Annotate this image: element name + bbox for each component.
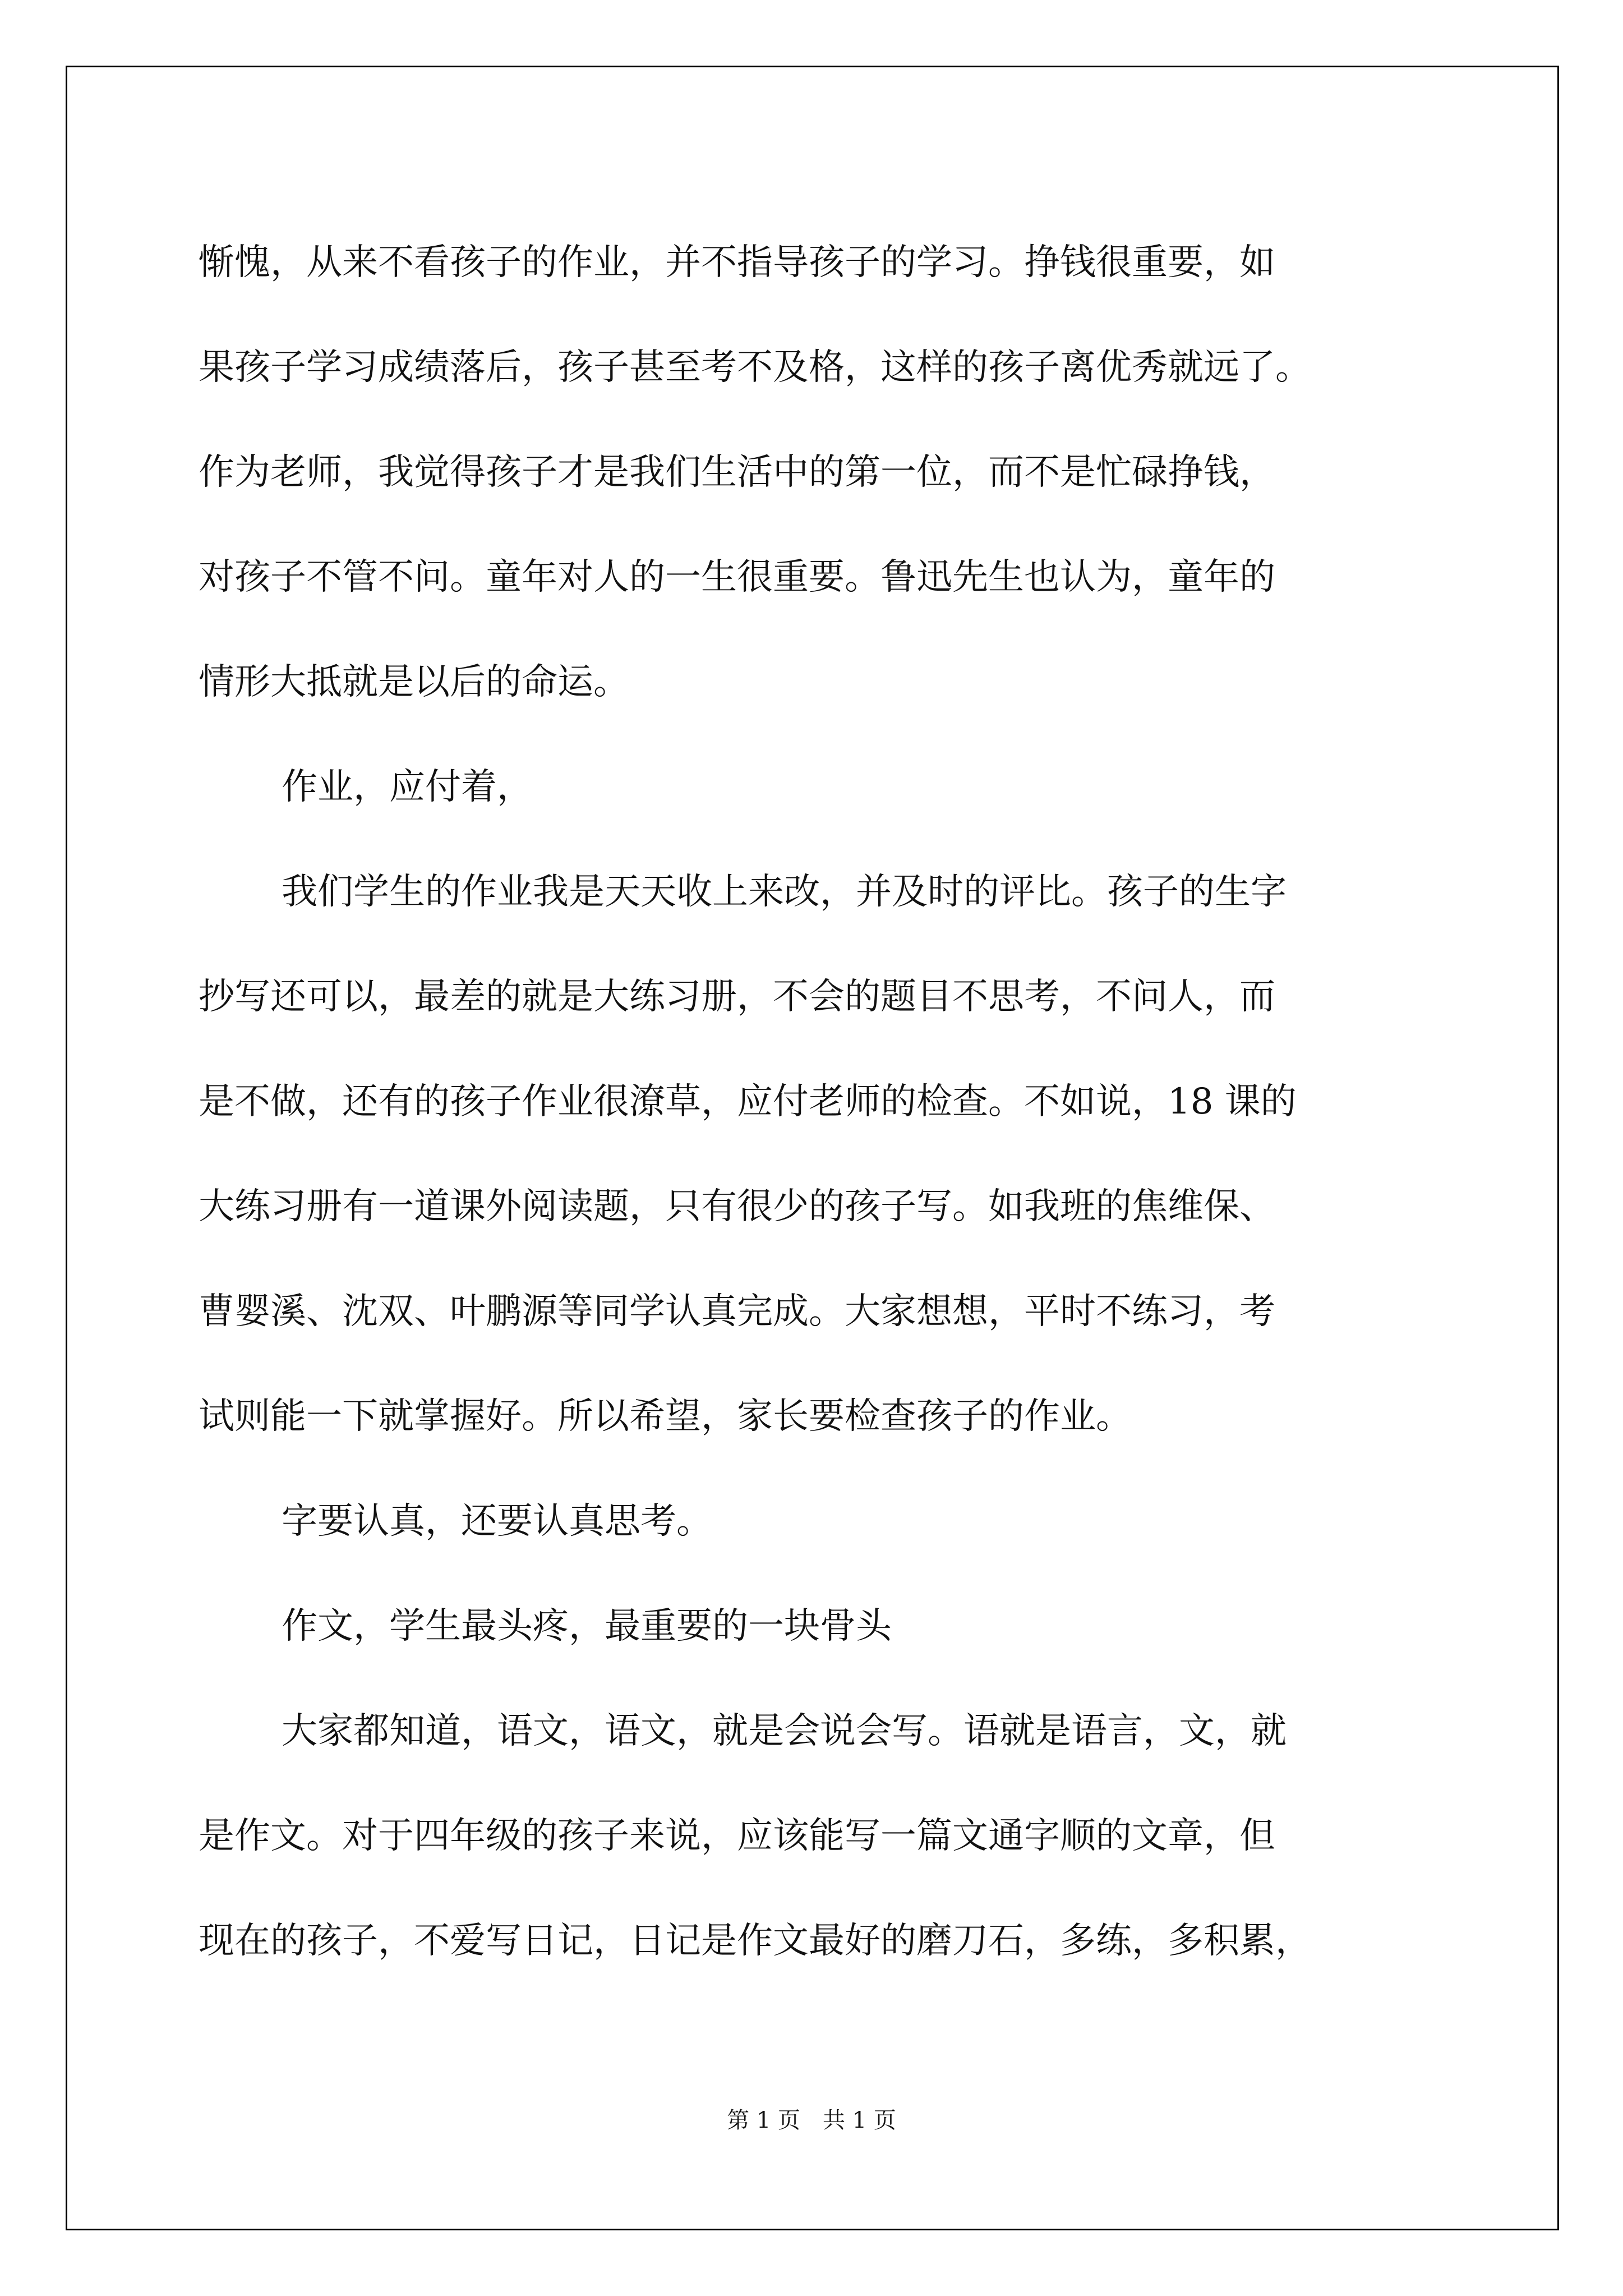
text-line: 作业，应付着， [282, 766, 533, 808]
text-line: 情形大抵就是以后的命运。 [199, 661, 629, 703]
text-line: 是不做，还有的孩子作业很潦草，应付老师的检查。不如说，18 课的 [199, 1081, 1297, 1122]
text-line: 曹婴溪、沈双、叶鹏源等同学认真完成。大家想想，平时不练习，考 [199, 1291, 1275, 1332]
document-body [199, 210, 1455, 1994]
text-line: 惭愧，从来不看孩子的作业，并不指导孩子的学习。挣钱很重要，如 [199, 242, 1275, 283]
text-line: 是作文。对于四年级的孩子来说，应该能写一篇文通字顺的文章，但 [199, 1815, 1275, 1857]
text-line: 作文，学生最头疼，最重要的一块骨头 [282, 1605, 892, 1647]
text-line: 试则能一下就掌握好。所以希望，家长要检查孩子的作业。 [199, 1396, 1132, 1437]
text-line: 大家都知道，语文，语文，就是会说会写。语就是语言，文，就 [282, 1710, 1287, 1752]
text-line: 抄写还可以，最差的就是大练习册，不会的题目不思考，不问人，而 [199, 976, 1275, 1018]
text-line: 现在的孩子，不爱写日记，日记是作文最好的磨刀石，多练，多积累， [199, 1920, 1311, 1962]
text-line: 大练习册有一道课外阅读题，只有很少的孩子写。如我班的焦维保、 [199, 1186, 1275, 1227]
text-line: 对孩子不管不问。童年对人的一生很重要。鲁迅先生也认为，童年的 [199, 556, 1275, 598]
text-line: 字要认真，还要认真思考。 [282, 1501, 712, 1542]
page-footer: 第 1 页 共 1 页 [727, 2108, 896, 2133]
text-line: 我们学生的作业我是天天收上来改，并及时的评比。孩子的生字 [282, 871, 1287, 913]
text-line: 果孩子学习成绩落后，孩子甚至考不及格，这样的孩子离优秀就远了。 [199, 347, 1311, 388]
text-line: 作为老师，我觉得孩子才是我们生活中的第一位，而不是忙碌挣钱， [199, 452, 1275, 493]
